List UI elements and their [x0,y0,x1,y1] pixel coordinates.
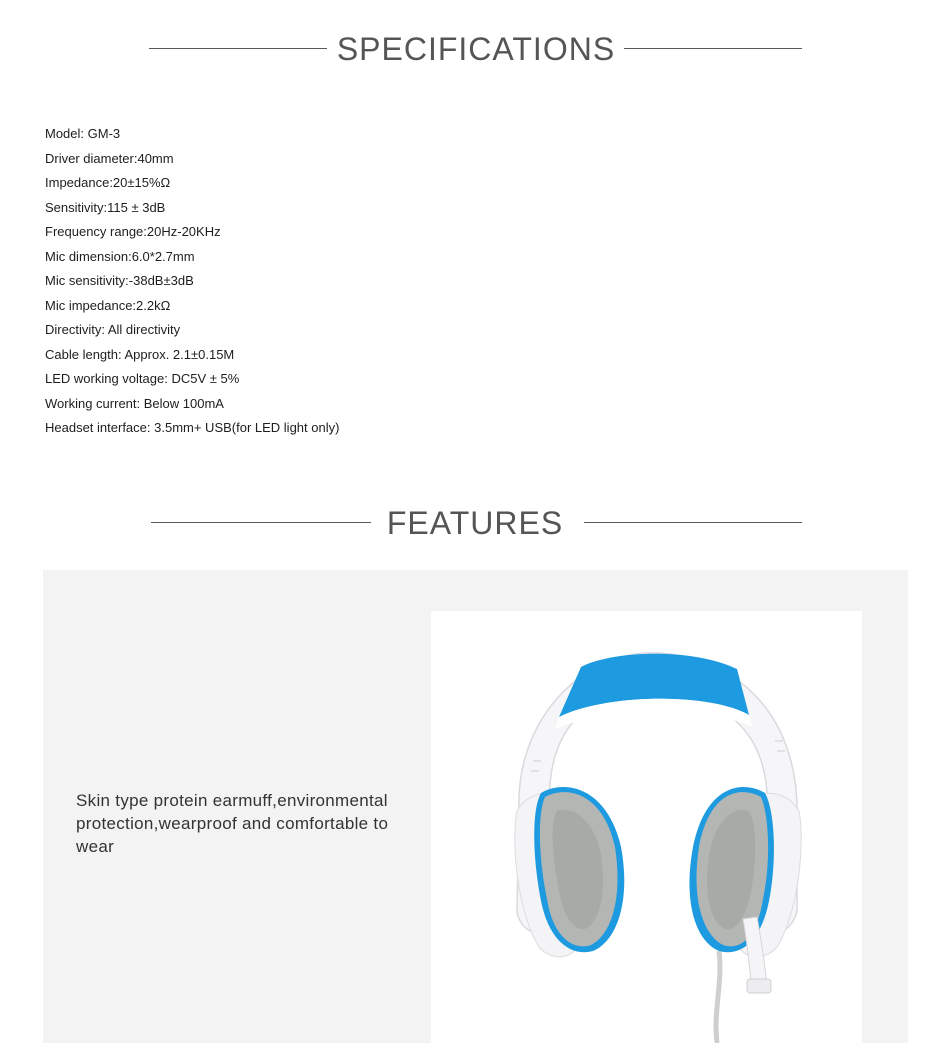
heading-divider-right [584,522,802,523]
specifications-list [45,122,339,441]
spec-item: Mic dimension:6.0*2.7mm [45,248,195,264]
microphone-tip [747,979,771,993]
spec-item: Working current: Below 100mA [45,395,224,411]
features-heading [0,503,950,543]
spec-item: Model: GM-3 [45,126,121,141]
spec-item: Mic impedance:2.2kΩ [45,297,171,313]
heading-divider-left [149,48,327,49]
feature-description: Skin type protein earmuff,environmental protection,wearproof and comfortable to wear [76,791,389,856]
headset-cable [716,951,720,1043]
feature-panel [43,570,908,1043]
spec-item: Mic sensitivity:-38dB±3dB [45,273,194,288]
spec-item: Directivity: All directivity [45,322,181,337]
spec-item: Headset interface: 3.5mm+ USB(for LED light only) [45,420,340,435]
spec-item: LED working voltage: DC5V ± 5% [45,371,240,386]
headset-illustration [431,611,862,1043]
spec-item: Driver diameter:40mm [45,150,174,166]
headset-product-image [431,611,862,1043]
spec-item: Impedance:20±15%Ω [45,175,171,190]
specifications-heading [0,29,950,69]
spec-item: Sensitivity:115 ± 3dB [45,199,166,215]
heading-divider-right [624,48,802,49]
specifications-title: SPECIFICATIONS [336,31,616,67]
features-title: FEATURES [386,505,564,541]
spec-item: Cable length: Approx. 2.1±0.15M [45,346,235,362]
spec-item: Frequency range:20Hz-20KHz [45,224,221,239]
